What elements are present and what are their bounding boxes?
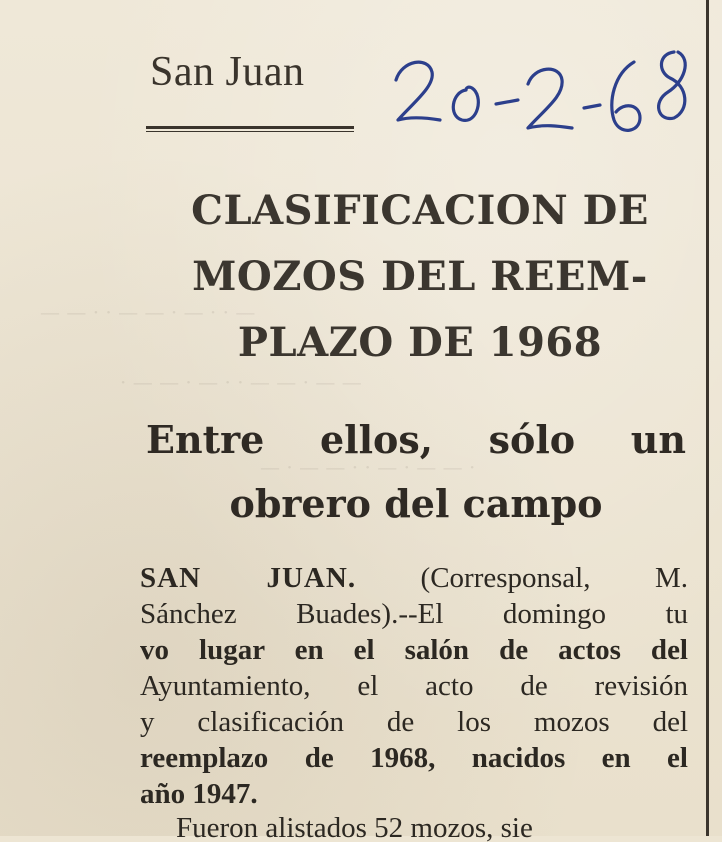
body-line: SAN JUAN. (Corresponsal, M. xyxy=(140,562,688,594)
body-line: año 1947. xyxy=(140,778,258,810)
dateline: SAN JUAN. xyxy=(140,562,357,594)
column-rule xyxy=(706,0,709,836)
bleed-through-texture: — — · · — — · — · · — xyxy=(40,300,256,324)
body-line-cut-off: Fueron alistados 52 mozos, sie xyxy=(176,812,533,842)
handwritten-date xyxy=(388,38,698,148)
headline-line: CLASIFICACION DE xyxy=(191,187,649,234)
body-line: Ayuntamiento, el acto de revisión xyxy=(140,670,688,702)
body-line: Sánchez Buades).--El domingo tu xyxy=(140,598,688,630)
headline xyxy=(140,178,700,376)
subheadline-line: Entre ellos, sólo un xyxy=(146,417,686,462)
section-underline xyxy=(146,126,354,129)
section-label: San Juan xyxy=(150,49,305,95)
body-line: y clasificación de los mozos del xyxy=(140,706,688,738)
bleed-through-texture: — · — — · · — · — — · xyxy=(260,455,476,479)
body-line: vo lugar en el salón de actos del xyxy=(140,634,688,666)
subheadline-line: obrero del campo xyxy=(229,481,603,526)
bleed-through-texture: · — — · — · · — — · — — xyxy=(120,370,362,394)
subheadline xyxy=(146,408,686,536)
body-line: reemplazo de 1968, nacidos en el xyxy=(140,742,688,774)
headline-line: PLAZO DE 1968 xyxy=(237,319,603,366)
section-underline-thin xyxy=(146,131,354,132)
headline-line: MOZOS DEL REEM- xyxy=(192,253,648,300)
article-body xyxy=(140,560,688,812)
